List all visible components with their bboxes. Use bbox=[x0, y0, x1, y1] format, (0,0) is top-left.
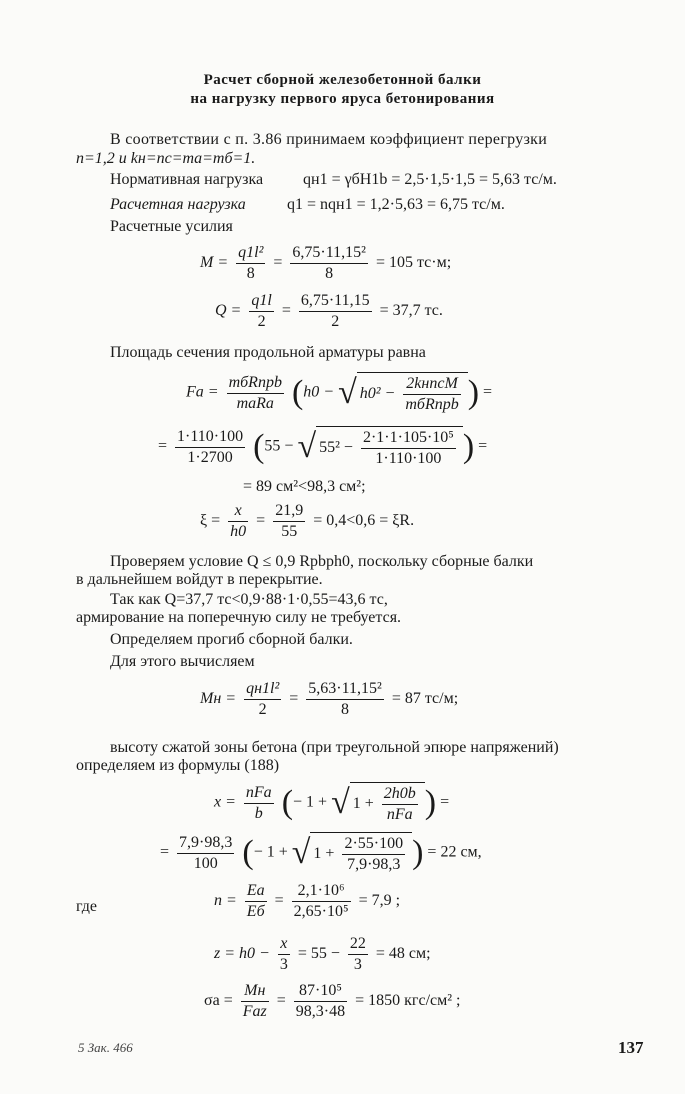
equation-rebar-area-result: = 89 см²<98,3 см²; bbox=[243, 478, 366, 495]
eq-den: 100 bbox=[193, 854, 218, 872]
eq-num: 6,75·11,15 bbox=[299, 292, 372, 312]
eq-den: 8 bbox=[246, 265, 255, 282]
equation-rebar-area: Fа = $\frac{\text{mбRпрb}}{\text{mаRа}}$ (h0 − √ h0² − $\frac{\text{2kнnсM}}{\text{mбRпрb}}$ ) = bbox=[186, 373, 493, 413]
title-line-2: на нагрузку первого яруса бетонирования bbox=[190, 91, 495, 107]
eq-num: 2,1·10⁶ bbox=[292, 882, 351, 902]
forces-label: Расчетные усилия bbox=[110, 218, 233, 235]
eq-num: 22 bbox=[348, 935, 368, 955]
check-condition: Проверяем условие Q ≤ 0,9 Rpbph0, поскольку сборные балки bbox=[110, 553, 534, 570]
eq-num: 2·1·1·105·10⁵ bbox=[361, 429, 456, 449]
eq-text: = 87 тс/м; bbox=[391, 690, 459, 708]
eq-text: − 1 + bbox=[293, 793, 328, 811]
since-text: Так как Q=37,7 тс<0,9·88·1·0,55=43,6 тс, bbox=[110, 591, 388, 608]
eq-den: 3 bbox=[279, 956, 288, 973]
norm-load-label: Нормативная нагрузка bbox=[110, 171, 264, 188]
eq-num: 2kнnсM bbox=[403, 375, 460, 395]
eq-den: 7,9·98,3 bbox=[347, 856, 401, 873]
eq-text: = 0,4<0,6 = ξR. bbox=[313, 512, 415, 530]
eq-num: mбRпрb bbox=[227, 374, 284, 394]
eq-den: h0 bbox=[230, 523, 247, 540]
equation-shear: Q = $\frac{q1l}{2}$ = $\frac{6,75\cdot 11,15}{2}$ = 37,7 тс. bbox=[215, 292, 443, 330]
equation-rebar-area-numeric: = $\frac{1\cdot 110\cdot 100}{1\cdot 2700}$ (55 − √ 55² − $\frac{\text{2·1·1·105·10⁵}}{1\cdot 110\cdot 100}$ ) = bbox=[158, 427, 488, 467]
eq-text: Fа = bbox=[186, 383, 219, 401]
calc-load-formula: q1 = nqн1 = 1,2·5,63 = 6,75 тс/м. bbox=[287, 196, 505, 213]
eq-num: 6,75·11,15² bbox=[290, 244, 368, 264]
eq-text: z = h0 − bbox=[214, 945, 270, 963]
eq-den: 55 bbox=[281, 523, 298, 540]
eq-den: 8 bbox=[341, 701, 350, 718]
eq-text: = 7,9 ; bbox=[358, 892, 401, 910]
eq-num: 1·110·100 bbox=[175, 428, 245, 448]
equation-z bbox=[214, 935, 431, 974]
eq-text: M = bbox=[200, 254, 229, 272]
eq-text: x = bbox=[214, 793, 236, 811]
norm-load-formula: qн1 = γбH1b = 2,5·1,5·1,5 = 5,63 тс/м. bbox=[303, 171, 557, 188]
eq-text: = 55 − bbox=[297, 945, 340, 963]
equation-x: x = $\frac{\text{nFа}}{b}$ (− 1 + √ 1 + $\frac{2h0b}{\text{nFа}}$ ) = bbox=[214, 783, 450, 823]
equation-n: n = $\frac{Eа}{Eб}$ = $\frac{\text{2,1·10⁶}}{\text{2,65·10⁵}}$ = 7,9 ; bbox=[214, 882, 401, 920]
where-label: где bbox=[76, 898, 98, 915]
eq-text: 55 − bbox=[264, 437, 294, 455]
eq-text: n = bbox=[214, 892, 237, 910]
height-text-1: высоту сжатой зоны бетона (при треугольной эпюре напряжений) bbox=[110, 739, 559, 756]
eq-text: = 22 см, bbox=[427, 843, 482, 861]
eq-text: Q = bbox=[215, 302, 242, 320]
eq-den: b bbox=[254, 804, 263, 822]
rebar-area-label: Площадь сечения продольной арматуры равна bbox=[110, 344, 426, 361]
eq-num: x bbox=[228, 502, 248, 522]
eq-den: 1·2700 bbox=[187, 448, 233, 466]
eq-num: Eа bbox=[245, 882, 267, 902]
eq-num: nFа bbox=[244, 784, 274, 804]
eq-text: = 1850 кгс/см² ; bbox=[355, 992, 461, 1010]
since-text-2: армирование на поперечную силу не требуется. bbox=[76, 609, 402, 626]
eq-text: 55² − bbox=[319, 439, 353, 457]
eq-num: 21,9 bbox=[273, 502, 305, 522]
eq-den: 2,65·10⁵ bbox=[293, 903, 349, 920]
check-condition-2: в дальнейшем войдут в перекрытие. bbox=[76, 571, 323, 588]
equation-moment: M = $\frac{\text{q1l²}}{8}$ = $\frac{\text{6,75·11,15²}}{8}$ = 105 тс·м; bbox=[200, 244, 452, 282]
eq-den: mбRпрb bbox=[405, 396, 459, 413]
eq-text: 1 + bbox=[313, 845, 335, 863]
eq-num: Mн bbox=[241, 982, 269, 1002]
eq-text: = 37,7 тс. bbox=[379, 302, 443, 320]
title-line-1: Расчет сборной железобетонной балки bbox=[203, 72, 482, 88]
footer-order: 5 Зак. 466 bbox=[78, 1040, 133, 1055]
eq-text: Mн = bbox=[200, 690, 237, 708]
eq-text: h0² − bbox=[359, 385, 396, 403]
eq-text: − 1 + bbox=[253, 843, 288, 861]
deflection-text: Определяем прогиб сборной балки. bbox=[110, 631, 353, 648]
equation-x-numeric: = $\frac{7,9\cdot 98,3}{100}$ (− 1 + √ 1 + $\frac{2\cdot 55\cdot 100}{7,9\cdot 98,3}$ ) = 22 см, bbox=[160, 833, 482, 873]
eq-text: σа = bbox=[204, 992, 233, 1010]
eq-den: Eб bbox=[246, 903, 265, 920]
eq-num: 87·10⁵ bbox=[294, 982, 347, 1002]
eq-num: q1l bbox=[249, 292, 273, 312]
eq-text: h0 − bbox=[303, 383, 335, 401]
eq-den: 2 bbox=[331, 313, 340, 330]
eq-num: qн1l² bbox=[244, 680, 281, 700]
eq-den: 2 bbox=[257, 313, 266, 330]
height-text-2: определяем из формулы (188) bbox=[76, 757, 280, 774]
eq-den: nFа bbox=[386, 806, 413, 823]
eq-den: Fаz bbox=[242, 1003, 267, 1020]
eq-text: 1 + bbox=[352, 795, 374, 813]
eq-den: 3 bbox=[353, 956, 362, 973]
eq-den: 98,3·48 bbox=[295, 1003, 346, 1020]
calc-load-label: Расчетная нагрузка bbox=[110, 196, 246, 213]
eq-text: = 105 тс·м; bbox=[375, 254, 452, 272]
equation-xi: ξ = $\frac{x}{h0}$ = $\frac{21,9}{55}$ = 0,4<0,6 = ξR. bbox=[200, 502, 415, 540]
paragraph-overload: В соответствии с п. 3.86 принимаем коэффициент перегрузки bbox=[110, 131, 548, 148]
eq-text: = 48 см; bbox=[375, 945, 431, 963]
eq-num: 7,9·98,3 bbox=[177, 834, 234, 854]
eq-num: x bbox=[278, 935, 290, 955]
page-number: 137 bbox=[618, 1038, 644, 1057]
paragraph-coefficients: n=1,2 и kн=nс=mа=mб=1. bbox=[76, 150, 256, 167]
eq-den: mаRа bbox=[236, 394, 274, 412]
eq-den: 1·110·100 bbox=[375, 450, 442, 467]
eq-den: 8 bbox=[325, 265, 334, 282]
eq-den: 2 bbox=[258, 701, 267, 718]
eq-num: q1l² bbox=[236, 244, 265, 264]
eq-num: 2·55·100 bbox=[342, 835, 405, 855]
eq-text: ξ = bbox=[200, 512, 221, 530]
eq-text: = bbox=[483, 383, 493, 401]
equation-normative-moment: Mн = $\frac{\text{qн1l²}}{2}$ = $\frac{\text{5,63·11,15²}}{8}$ = 87 тс/м; bbox=[200, 680, 459, 718]
eq-num: 5,63·11,15² bbox=[306, 680, 384, 700]
compute-text: Для этого вычисляем bbox=[110, 653, 255, 670]
equation-sigma: σа = $\frac{Mн}{\text{Fаz}}$ = $\frac{\text{87·10⁵}}{98,3\cdot 48}$ = 1850 кгс/см² ; bbox=[204, 982, 461, 1020]
eq-num: 2h0b bbox=[382, 785, 418, 805]
